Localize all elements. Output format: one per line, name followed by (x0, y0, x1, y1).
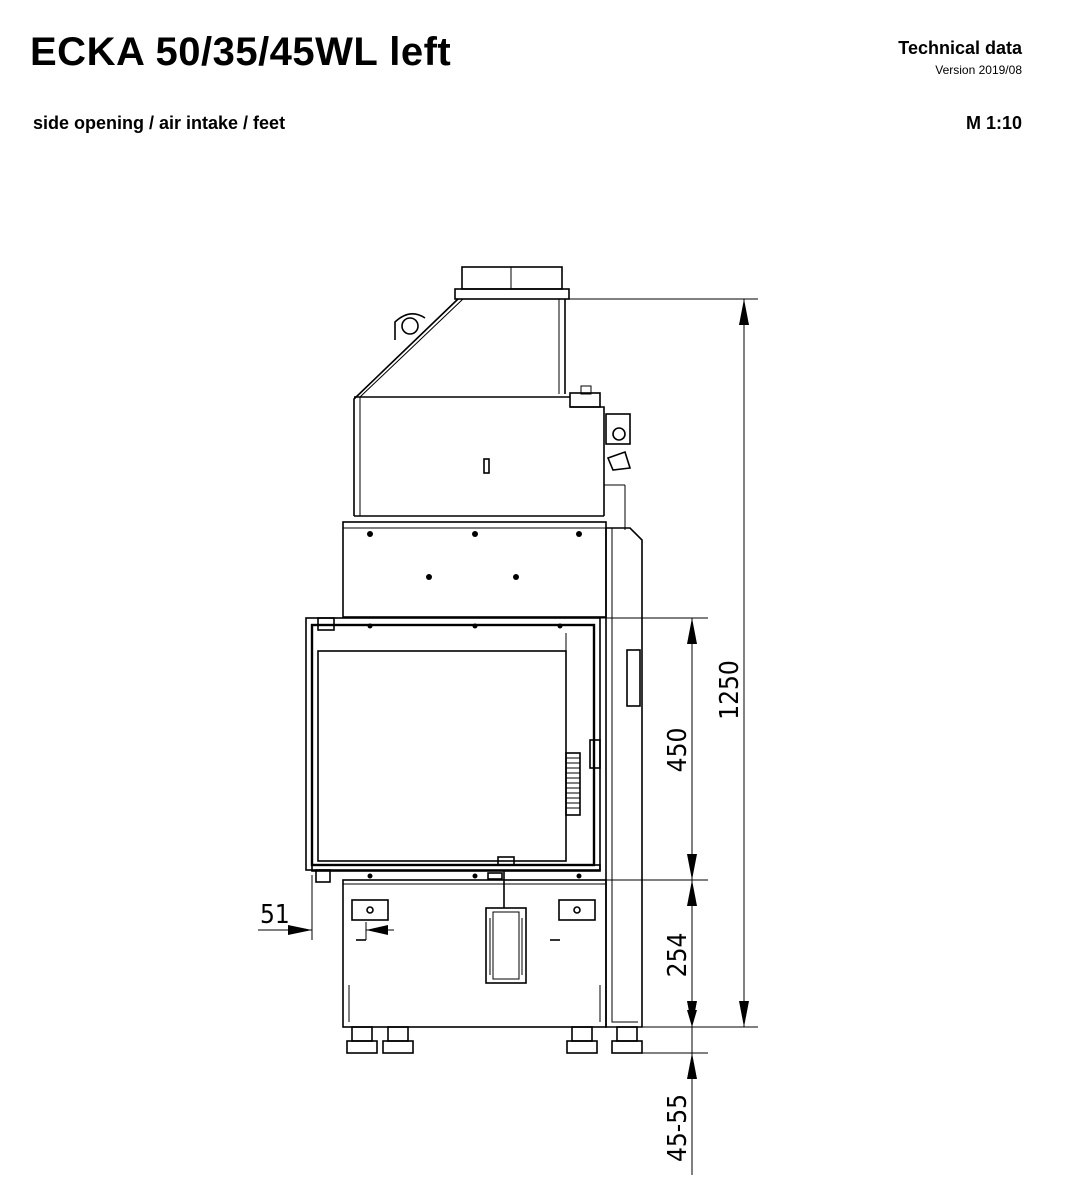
foot-4 (612, 1027, 642, 1053)
version-label: Version 2019/08 (935, 63, 1022, 77)
flue-collar (455, 267, 569, 299)
middle-section (343, 522, 606, 617)
lower-section (316, 870, 606, 1027)
feet (347, 1027, 642, 1053)
page-subtitle: side opening / air intake / feet (33, 113, 286, 133)
foot-3 (567, 1027, 597, 1053)
dimension-label-51: 51 (260, 900, 290, 930)
dimension-label-1250: 1250 (715, 660, 745, 720)
valve-ring-icon (613, 428, 625, 440)
dimension-label-45-55: 45-55 (663, 1094, 693, 1162)
foot-1 (347, 1027, 377, 1053)
dimension-feet-range (663, 1010, 697, 1175)
dimension-offset (258, 900, 388, 935)
dimension-label-450: 450 (663, 727, 693, 773)
doc-type-label: Technical data (898, 38, 1022, 58)
bracket-right (559, 900, 595, 920)
scale-label: M 1:10 (965, 113, 1022, 133)
lifting-lug (402, 318, 418, 334)
bracket-left (352, 900, 388, 920)
dimension-opening-height (663, 618, 697, 880)
dimension-label-254: 254 (663, 932, 693, 978)
side-handle (627, 650, 640, 706)
foot-2 (383, 1027, 413, 1053)
upper-hood (354, 299, 630, 530)
air-intake-flap (486, 871, 526, 983)
page-title: ECKA 50/35/45WL left (30, 30, 452, 74)
dimension-total-height (715, 299, 749, 1027)
dimension-lower-height (663, 880, 697, 1027)
fire-door (306, 618, 600, 871)
side-panel (606, 528, 642, 1027)
hood-slot (484, 459, 489, 473)
